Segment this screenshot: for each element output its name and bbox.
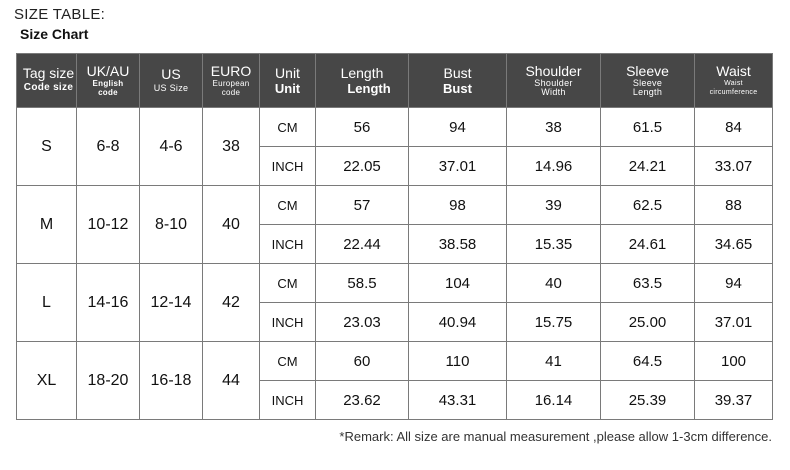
unit-cell: CM [260, 264, 316, 303]
uk-size-cell: 10-12 [77, 186, 140, 264]
bust-cell: 98 [409, 186, 507, 225]
table-row-xl-cm [17, 342, 773, 381]
header-shoulder-sub1: Shoulder [534, 78, 573, 88]
us-size-cell: 4-6 [140, 108, 203, 186]
header-uk-sub1: English [92, 79, 124, 88]
sleeve-cell: 64.5 [601, 342, 695, 381]
sleeve-cell: 24.21 [601, 147, 695, 186]
header-euro-main: EURO [210, 63, 252, 79]
shoulder-cell: 38 [507, 108, 601, 147]
sleeve-cell: 61.5 [601, 108, 695, 147]
size-chart-table [16, 53, 773, 420]
header-us [140, 54, 203, 108]
unit-cell: INCH [260, 225, 316, 264]
header-length-sub: Length [347, 80, 391, 96]
length-cell: 22.44 [316, 225, 409, 264]
header-sleeve-main: Sleeve [626, 63, 669, 79]
sleeve-cell: 25.00 [601, 303, 695, 342]
size-table-heading: SIZE TABLE: [14, 6, 106, 23]
unit-cell: CM [260, 186, 316, 225]
bust-cell: 94 [409, 108, 507, 147]
table-row-m-cm [17, 186, 773, 225]
waist-cell: 84 [695, 108, 773, 147]
header-waist-sub1: Waist [724, 80, 743, 87]
shoulder-cell: 40 [507, 264, 601, 303]
waist-cell: 33.07 [695, 147, 773, 186]
waist-cell: 100 [695, 342, 773, 381]
header-tag-size [17, 54, 77, 108]
unit-cell: INCH [260, 147, 316, 186]
sleeve-cell: 25.39 [601, 381, 695, 420]
euro-size-cell: 44 [203, 342, 260, 420]
sleeve-cell: 63.5 [601, 264, 695, 303]
waist-cell: 34.65 [695, 225, 773, 264]
header-euro [203, 54, 260, 108]
waist-cell: 37.01 [695, 303, 773, 342]
bust-cell: 43.31 [409, 381, 507, 420]
table-row-s-cm [17, 108, 773, 147]
header-unit-main: Unit [275, 64, 300, 81]
us-size-cell: 8-10 [140, 186, 203, 264]
header-bust-sub: Bust [443, 80, 472, 96]
tag-size-cell: XL [17, 342, 77, 420]
waist-cell: 94 [695, 264, 773, 303]
header-bust-main: Bust [443, 64, 472, 81]
us-size-cell: 12-14 [140, 264, 203, 342]
bust-cell: 110 [409, 342, 507, 381]
us-size-cell: 16-18 [140, 342, 203, 420]
bust-cell: 40.94 [409, 303, 507, 342]
header-sleeve-sub2: Length [632, 87, 663, 97]
header-tag-main: Tag size [22, 65, 75, 81]
header-waist-main: Waist [716, 63, 751, 79]
bust-cell: 104 [409, 264, 507, 303]
header-unit-sub: Unit [274, 80, 301, 96]
header-uk-main: UK/AU [86, 63, 130, 79]
length-cell: 23.03 [316, 303, 409, 342]
sleeve-cell: 62.5 [601, 186, 695, 225]
remark-note: *Remark: All size are manual measurement ,please allow 1-3cm difference. [339, 429, 772, 444]
unit-cell: CM [260, 342, 316, 381]
euro-size-cell: 40 [203, 186, 260, 264]
shoulder-cell: 39 [507, 186, 601, 225]
shoulder-cell: 16.14 [507, 381, 601, 420]
bust-cell: 37.01 [409, 147, 507, 186]
header-us-main: US [161, 65, 181, 82]
table-row-l-cm [17, 264, 773, 303]
shoulder-cell: 15.35 [507, 225, 601, 264]
euro-size-cell: 42 [203, 264, 260, 342]
header-length-main: Length [340, 64, 384, 81]
size-chart-title: Size Chart [20, 26, 89, 42]
header-length [316, 54, 409, 108]
uk-size-cell: 18-20 [77, 342, 140, 420]
header-euro-sub1: European [212, 79, 250, 88]
unit-cell: CM [260, 108, 316, 147]
uk-size-cell: 14-16 [77, 264, 140, 342]
sleeve-cell: 24.61 [601, 225, 695, 264]
unit-cell: INCH [260, 303, 316, 342]
uk-size-cell: 6-8 [77, 108, 140, 186]
shoulder-cell: 14.96 [507, 147, 601, 186]
waist-cell: 39.37 [695, 381, 773, 420]
header-unit [260, 54, 316, 108]
tag-size-cell: S [17, 108, 77, 186]
length-cell: 23.62 [316, 381, 409, 420]
tag-size-cell: L [17, 264, 77, 342]
header-euro-sub2: code [221, 88, 241, 97]
header-uk-sub2: code [98, 88, 118, 97]
bust-cell: 38.58 [409, 225, 507, 264]
header-shoulder [507, 54, 601, 108]
header-tag-sub: Code size [23, 82, 74, 93]
header-shoulder-sub2: Width [541, 87, 566, 97]
header-uk-au [77, 54, 140, 108]
header-shoulder-main: Shoulder [525, 63, 582, 79]
length-cell: 22.05 [316, 147, 409, 186]
header-bust [409, 54, 507, 108]
unit-cell: INCH [260, 381, 316, 420]
tag-size-cell: M [17, 186, 77, 264]
header-row [17, 54, 773, 108]
shoulder-cell: 15.75 [507, 303, 601, 342]
shoulder-cell: 41 [507, 342, 601, 381]
euro-size-cell: 38 [203, 108, 260, 186]
header-waist [695, 54, 773, 108]
length-cell: 56 [316, 108, 409, 147]
header-sleeve-sub1: Sleeve [632, 78, 663, 88]
length-cell: 60 [316, 342, 409, 381]
waist-cell: 88 [695, 186, 773, 225]
header-waist-sub2: circumference [709, 89, 758, 96]
length-cell: 57 [316, 186, 409, 225]
header-us-sub: US Size [153, 82, 189, 93]
header-sleeve [601, 54, 695, 108]
length-cell: 58.5 [316, 264, 409, 303]
